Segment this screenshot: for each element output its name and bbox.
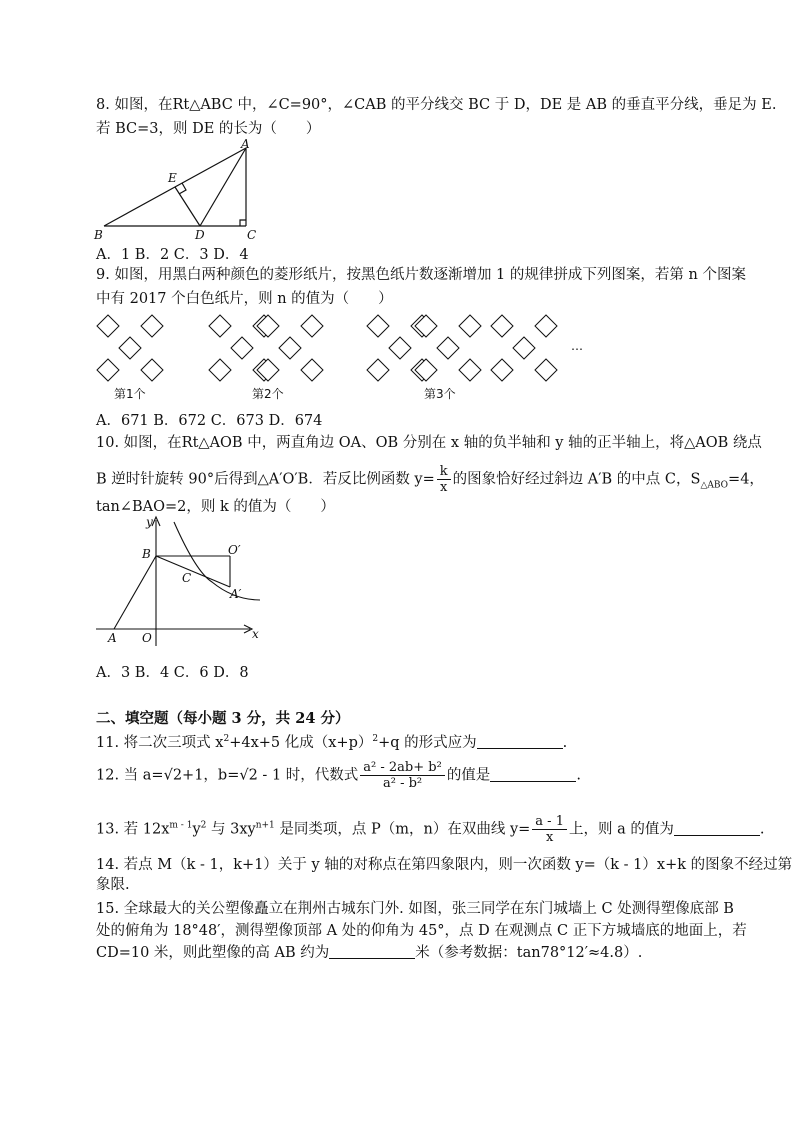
q11-text-a: 11. 将二次三项式 x xyxy=(96,734,224,751)
q13-sup-1: m - 1 xyxy=(169,820,193,831)
q11-end: . xyxy=(562,734,568,751)
q11-answer-blank[interactable] xyxy=(477,734,563,749)
q12-text-d: 的值是 xyxy=(446,767,491,784)
q15-answer-blank[interactable] xyxy=(329,944,415,959)
q11-sup-2: 2 xyxy=(372,734,379,744)
q11-text-b: +4x+5 化成（x+p） xyxy=(229,734,373,751)
q10-line-2-start: B 逆时针旋转 90°后得到△A′O′B．若反比例函数 y= xyxy=(96,471,435,488)
rhombus-p3b-tr xyxy=(459,315,481,337)
q8-label-b: B xyxy=(94,228,103,242)
q15-line-1: 15. 全球最大的关公塑像矗立在荆州古城东门外. 如图，张三同学在东门城墙上 C 处测得塑像底部 B xyxy=(96,901,734,917)
rhombus-p3c-br xyxy=(535,359,557,381)
q15-line-2: 处的俯角为 18°48′，测得塑像顶部 A 处的仰角为 45°，点 D 在观测点 C 正下方城墙底的地面上，若 xyxy=(96,923,747,939)
q12-fraction xyxy=(360,760,445,791)
q9-options: A．671 B．672 C．673 D．674 xyxy=(96,413,323,429)
q10-label-a1: A′ xyxy=(230,587,242,601)
rhombus-p3c-center xyxy=(513,337,535,359)
q12-answer-blank[interactable] xyxy=(490,767,576,782)
q8-right-angle-c xyxy=(240,220,246,226)
q8-segment-ad xyxy=(200,148,246,226)
q8-options: A．1 B．2 C．3 D．4 xyxy=(96,247,249,263)
q13-text-e: 上，则 a 的值为 xyxy=(568,821,674,838)
q9-ellipsis: … xyxy=(571,339,583,353)
q12-end: . xyxy=(576,767,581,784)
q10-fraction-num: k xyxy=(437,464,451,480)
q8-label-d: D xyxy=(195,228,205,242)
q8-segment-de xyxy=(175,187,200,226)
q10-label-b: B xyxy=(142,547,151,561)
q8-line-1: 8. 如图，在Rt△ABC 中，∠C=90°，∠CAB 的平分线交 BC 于 D，DE 是 AB 的垂直平分线，垂足为 E. xyxy=(96,97,777,113)
rhombus-p3c-tl xyxy=(491,315,513,337)
q10-options: A．3 B．4 C．6 D．8 xyxy=(96,665,249,681)
rhombus-p2a-bl xyxy=(209,359,231,381)
rhombus-p1-tl xyxy=(97,315,119,337)
section-2-heading: 二、填空题（每小题 3 分，共 24 分） xyxy=(96,710,350,727)
q13-text-c: 与 3xy xyxy=(206,821,256,838)
q8-triangle-figure xyxy=(94,137,264,244)
q9-rhombus-pattern-figure xyxy=(94,314,594,406)
q10-line-3: tan∠BAO=2，则 k 的值为（ ） xyxy=(96,499,335,515)
q13-text-d: 是同类项，点 P（m，n）在双曲线 y= xyxy=(274,821,531,838)
q14-line-1: 14. 若点 M（k - 1，k+1）关于 y 轴的对称点在第四象限内，则一次函数 y=（k - 1）x+k 的图象不经过第 xyxy=(96,857,793,873)
q8-label-e: E xyxy=(168,171,177,185)
q9-line-2: 中有 2017 个白色纸片，则 n 的值为（ ） xyxy=(96,291,393,307)
q8-line-2: 若 BC=3，则 DE 的长为（ ） xyxy=(96,121,321,137)
q10-area-subscript: △ABO xyxy=(700,480,729,491)
q10-rotation-figure xyxy=(94,514,274,648)
q8-label-a: A xyxy=(241,137,250,151)
q12-sqrt-2: √2 xyxy=(239,767,258,784)
q10-hyperbola xyxy=(174,522,260,600)
q13-line xyxy=(96,814,764,845)
q12-sqrt-1: √2 xyxy=(163,767,183,784)
q10-label-y: y xyxy=(146,515,153,529)
q10-label-a: A xyxy=(108,631,117,645)
rhombus-p3a-tl xyxy=(367,315,389,337)
q9-caption-1: 第1个 xyxy=(114,387,146,401)
q10-label-o1: O′ xyxy=(228,543,241,557)
rhombus-p3a-center xyxy=(389,337,411,359)
q10-line-2-mid: 的图象恰好经过斜边 A′B 的中点 C，S xyxy=(452,471,701,488)
q9-caption-3: 第3个 xyxy=(424,387,456,401)
rhombus-p1-bl xyxy=(97,359,119,381)
q9-line-1: 9. 如图，用黑白两种颜色的菱形纸片，按黑色纸片数逐渐增加 1 的规律拼成下列图案，若第 n 个图案 xyxy=(96,267,746,283)
q10-line-1: 10. 如图，在Rt△AOB 中，两直角边 OA、OB 分别在 x 轴的负半轴和 y 轴的正半轴上，将△AOB 绕点 xyxy=(96,435,762,451)
q13-fraction xyxy=(532,814,567,845)
q12-fraction-num: a² - 2ab+ b² xyxy=(360,760,445,776)
q8-label-c: C xyxy=(247,228,257,242)
rhombus-p2a-tl xyxy=(209,315,231,337)
rhombus-p1-tr xyxy=(141,315,163,337)
q12-fraction-den: a² - b² xyxy=(382,776,423,791)
q15-line-3 xyxy=(96,944,642,962)
q10-label-x: x xyxy=(252,627,259,641)
q13-end: . xyxy=(759,821,765,838)
rhombus-p1-br xyxy=(141,359,163,381)
rhombus-p2a-center xyxy=(231,337,253,359)
q10-line-2-end: =4， xyxy=(728,471,764,488)
rhombus-p2b-center xyxy=(279,337,301,359)
rhombus-p2b-br xyxy=(301,359,323,381)
rhombus-p3a-bl xyxy=(367,359,389,381)
q11-line xyxy=(96,730,567,752)
q13-fraction-den: x xyxy=(545,830,554,845)
q12-text-c: - 1 时，代数式 xyxy=(257,767,359,784)
rhombus-p3b-br xyxy=(459,359,481,381)
q11-text-c: +q 的形式应为 xyxy=(378,734,477,751)
rhombus-p1-center xyxy=(119,337,141,359)
q15-text-b: 米（参考数据：tan78°12′≈4.8）. xyxy=(415,945,643,961)
q10-fraction-k-over-x xyxy=(437,464,451,495)
q12-text-a: 12. 当 a= xyxy=(96,767,164,784)
q10-line-2 xyxy=(96,464,764,495)
rhombus-p3c-bl xyxy=(491,359,513,381)
q10-label-o: O xyxy=(142,631,152,645)
q13-text-a: 13. 若 12x xyxy=(96,821,170,838)
rhombus-p3c-tr xyxy=(535,315,557,337)
q10-fraction-den: x xyxy=(440,480,448,495)
q13-sup-3: n+1 xyxy=(255,820,275,831)
q11-sup-1: 2 xyxy=(223,734,230,744)
q10-segment-ab xyxy=(114,556,156,629)
q13-sup-2: 2 xyxy=(200,820,207,831)
q13-fraction-num: a - 1 xyxy=(532,814,567,830)
q12-text-b: +1，b= xyxy=(182,767,240,784)
q13-text-b: y xyxy=(192,821,201,838)
q9-caption-2: 第2个 xyxy=(252,387,284,401)
q13-answer-blank[interactable] xyxy=(674,821,760,836)
rhombus-p3b-center xyxy=(437,337,459,359)
q15-text-a: CD=10 米，则此塑像的高 AB 约为 xyxy=(96,945,330,961)
q12-line xyxy=(96,760,581,791)
rhombus-p2b-tr xyxy=(301,315,323,337)
q10-label-c: C xyxy=(182,571,192,585)
q14-line-2: 象限. xyxy=(96,877,130,893)
q10-segment-ba1 xyxy=(156,556,230,587)
